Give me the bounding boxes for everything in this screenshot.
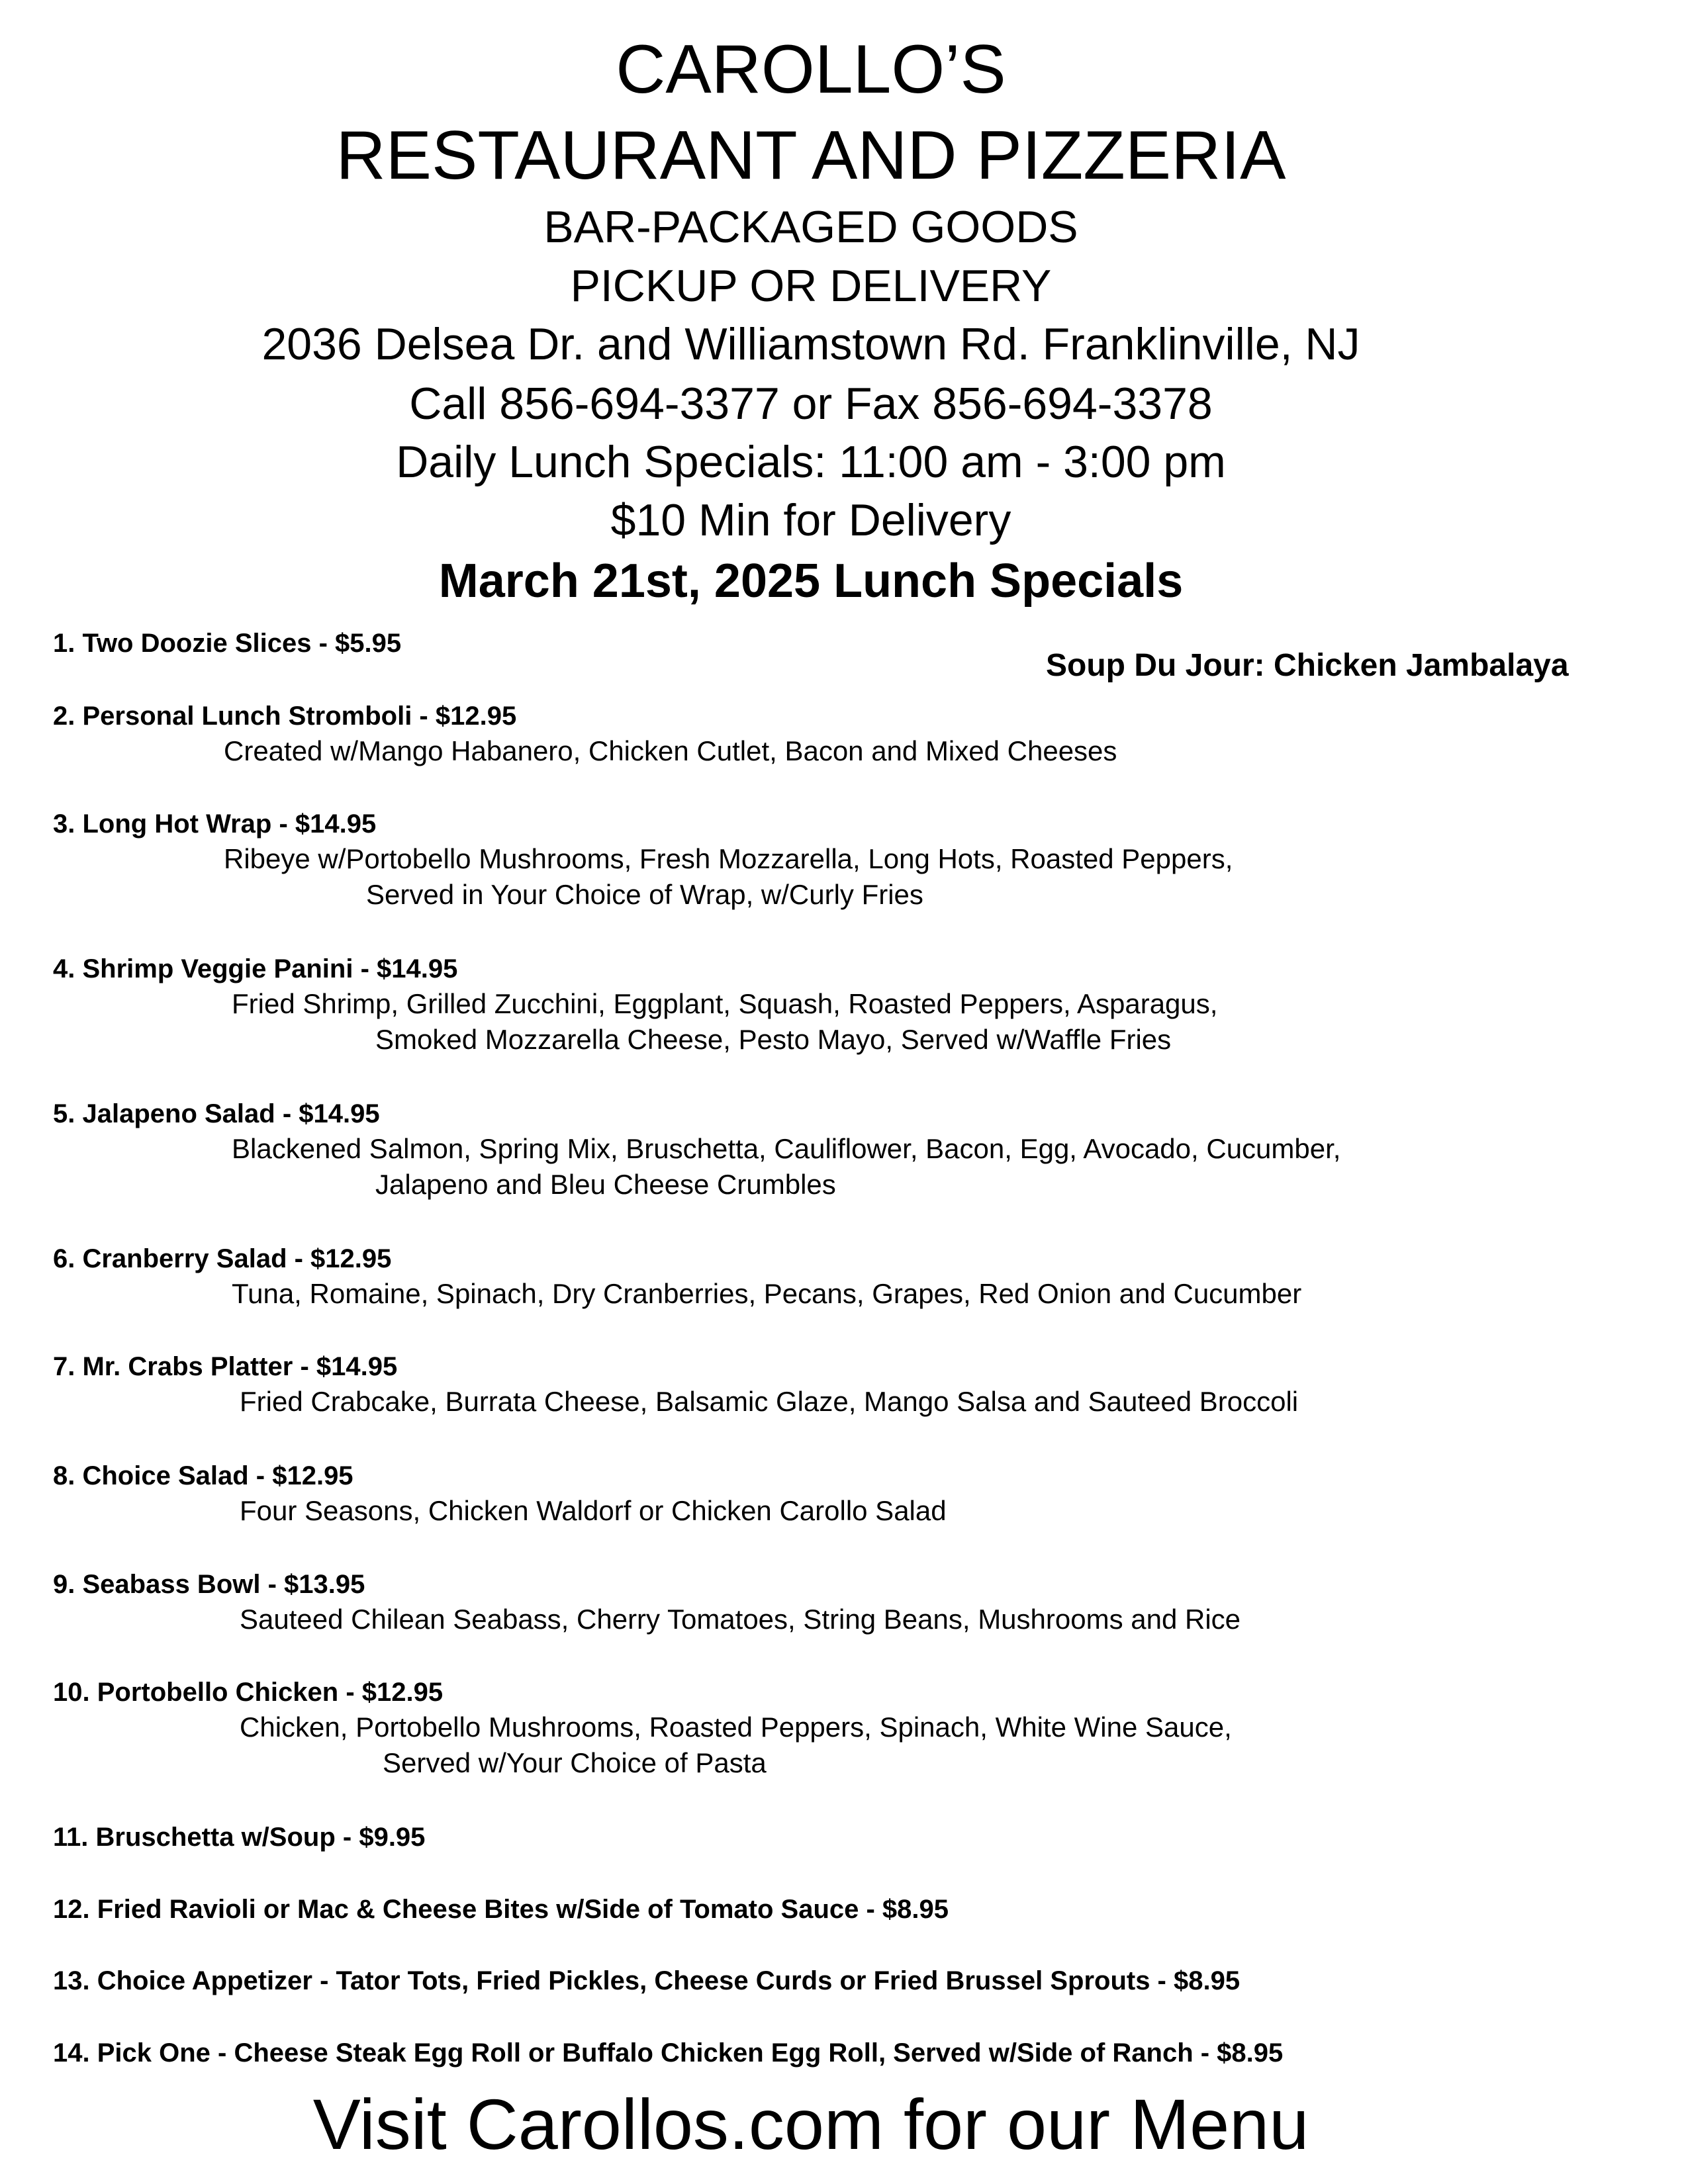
menu-item-description: Jalapeno and Bleu Cheese Crumbles (375, 1169, 836, 1200)
menu-item-title: 6. Cranberry Salad - $12.95 (53, 1244, 392, 1273)
menu-item-description: Smoked Mozzarella Cheese, Pesto Mayo, Served w/Waffle Fries (375, 1024, 1172, 1055)
footer-website: Visit Carollos.com for our Menu (312, 2084, 1309, 2164)
menu-item-description: Ribeye w/Portobello Mushrooms, Fresh Mozzarella, Long Hots, Roasted Peppers, (224, 843, 1233, 874)
services-line-1: BAR-PACKAGED GOODS (543, 202, 1078, 252)
soup-du-jour: Soup Du Jour: Chicken Jambalaya (1046, 648, 1569, 683)
restaurant-name: CAROLLO’S (616, 31, 1006, 108)
menu-item-title: 14. Pick One - Cheese Steak Egg Roll or Buffalo Chicken Egg Roll, Served w/Side of Ranch - $8.95 (53, 2038, 1284, 2068)
address: 2036 Delsea Dr. and Williamstown Rd. Franklinville, NJ (261, 319, 1360, 369)
menu-item-title: 4. Shrimp Veggie Panini - $14.95 (53, 954, 458, 983)
menu-item-title: 13. Choice Appetizer - Tator Tots, Fried Pickles, Cheese Curds or Fried Brussel Sprouts - $8.95 (53, 1966, 1241, 1995)
menu-item-title: 2. Personal Lunch Stromboli - $12.95 (53, 702, 517, 731)
menu-item-title: 9. Seabass Bowl - $13.95 (53, 1570, 365, 1599)
menu-item-title: 12. Fried Ravioli or Mac & Cheese Bites w/Side of Tomato Sauce - $8.95 (53, 1895, 949, 1924)
menu-item-title: 11. Bruschetta w/Soup - $9.95 (53, 1823, 426, 1852)
services-line-2: PICKUP OR DELIVERY (570, 261, 1052, 311)
phone-fax: Call 856-694-3377 or Fax 856-694-3378 (409, 379, 1213, 429)
menu-item-title: 1. Two Doozie Slices - $5.95 (53, 629, 402, 658)
menu-item-title: 7. Mr. Crabs Platter - $14.95 (53, 1352, 398, 1381)
menu-item-description: Chicken, Portobello Mushrooms, Roasted Peppers, Spinach, White Wine Sauce, (240, 1711, 1232, 1743)
date-heading: March 21st, 2025 Lunch Specials (438, 555, 1184, 608)
menu-item-description: Served in Your Choice of Wrap, w/Curly Fries (366, 879, 923, 910)
menu-item-description: Created w/Mango Habanero, Chicken Cutlet, Bacon and Mixed Cheeses (224, 735, 1117, 766)
delivery-minimum: $10 Min for Delivery (610, 495, 1011, 545)
menu-item-title: 8. Choice Salad - $12.95 (53, 1461, 353, 1490)
menu-item-description: Four Seasons, Chicken Waldorf or Chicken Carollo Salad (240, 1495, 947, 1526)
menu-item-description: Sauteed Chilean Seabass, Cherry Tomatoes, String Beans, Mushrooms and Rice (240, 1604, 1241, 1635)
menu-item-description: Fried Shrimp, Grilled Zucchini, Eggplant, Squash, Roasted Peppers, Asparagus, (232, 988, 1218, 1019)
menu-item-title: 5. Jalapeno Salad - $14.95 (53, 1099, 380, 1128)
lunch-hours: Daily Lunch Specials: 11:00 am - 3:00 pm (396, 437, 1226, 487)
menu-item-description: Fried Crabcake, Burrata Cheese, Balsamic Glaze, Mango Salsa and Sauteed Broccoli (240, 1386, 1299, 1417)
menu-item-description: Tuna, Romaine, Spinach, Dry Cranberries, Pecans, Grapes, Red Onion and Cucumber (232, 1278, 1302, 1309)
menu-item-title: 10. Portobello Chicken - $12.95 (53, 1678, 444, 1707)
restaurant-subtitle: RESTAURANT AND PIZZERIA (336, 117, 1286, 194)
menu-item-description: Blackened Salmon, Spring Mix, Bruschetta, Cauliflower, Bacon, Egg, Avocado, Cucumber, (232, 1133, 1341, 1164)
menu-item-title: 3. Long Hot Wrap - $14.95 (53, 809, 377, 839)
menu-item-description: Served w/Your Choice of Pasta (383, 1747, 767, 1778)
